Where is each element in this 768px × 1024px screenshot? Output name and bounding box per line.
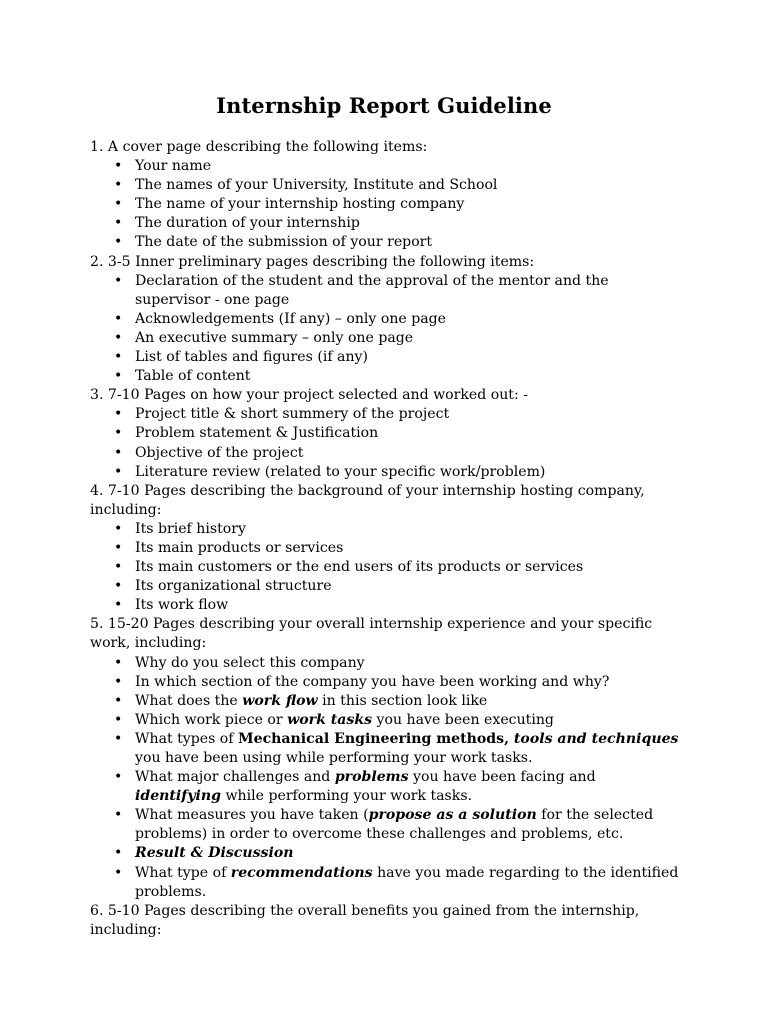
- list-item: [114, 711, 680, 730]
- bullet-icon: •: [114, 329, 123, 346]
- list-item: [114, 520, 680, 539]
- item-text: Its work flow: [135, 597, 229, 614]
- item-text: you have been facing and: [408, 769, 596, 786]
- item-text: Literature review (related to your specific work/problem): [135, 463, 546, 480]
- item-text: The name of your internship hosting company: [135, 196, 465, 213]
- bullet-icon: •: [114, 272, 123, 289]
- emphasized-text: Result & Discussion: [135, 845, 294, 862]
- page-title: Internship Report Guideline: [216, 93, 552, 118]
- list-item: [114, 463, 680, 482]
- item-text: The names of your University, Institute and School: [135, 177, 498, 194]
- item-text: Its main customers or the end users of its products or services: [135, 559, 584, 576]
- item-text: What measures you have taken (: [135, 807, 369, 824]
- emphasized-text: problems: [334, 769, 409, 786]
- list-item: [114, 730, 680, 768]
- list-item: [114, 558, 680, 577]
- item-text: Objective of the project: [135, 444, 304, 461]
- bullet-list: [90, 520, 680, 615]
- item-text: What types of: [135, 730, 238, 747]
- item-text: An executive summary – only one page: [135, 329, 414, 346]
- item-text: Your name: [135, 158, 212, 175]
- bullet-icon: •: [114, 807, 123, 824]
- list-item: [114, 539, 680, 558]
- item-text: Why do you select this company: [135, 654, 365, 671]
- list-item: [114, 348, 680, 367]
- item-text: What type of: [135, 864, 231, 881]
- list-item: [114, 157, 680, 176]
- bullet-icon: •: [114, 444, 123, 461]
- bullet-icon: •: [114, 539, 123, 556]
- item-text: Its brief history: [135, 520, 246, 537]
- bullet-icon: •: [114, 559, 123, 576]
- bullet-icon: •: [114, 463, 123, 480]
- bullet-icon: •: [114, 215, 123, 232]
- bullet-icon: •: [114, 310, 123, 327]
- bullet-list: [90, 157, 680, 252]
- bullet-icon: •: [114, 520, 123, 537]
- list-item: [114, 424, 680, 443]
- list-item: [114, 596, 680, 615]
- bullet-icon: •: [114, 654, 123, 671]
- item-text: for the selected problems) in order to overcome these challenges and problems, etc.: [135, 807, 654, 843]
- item-text: Problem statement & Justification: [135, 425, 379, 442]
- emphasized-text: work flow: [242, 692, 318, 709]
- item-text: you have been using while performing your work tasks.: [135, 750, 533, 766]
- list-item: [114, 405, 680, 424]
- bullet-icon: •: [114, 578, 123, 595]
- emphasized-text: identifying: [135, 788, 221, 805]
- list-item: [114, 844, 680, 863]
- section-heading: 2. 3-5 Inner preliminary pages describing the following items:: [90, 253, 535, 270]
- emphasized-text: work tasks: [287, 711, 373, 728]
- item-text: What does the: [135, 692, 243, 709]
- list-item: [114, 272, 680, 310]
- list-item: [114, 444, 680, 463]
- list-item: [114, 654, 680, 673]
- list-item: [114, 329, 680, 348]
- bullet-icon: •: [114, 711, 123, 728]
- item-text: Which work piece or: [135, 711, 288, 728]
- list-item: [114, 233, 680, 252]
- section-heading: 4. 7-10 Pages describing the background of your internship hosting company, including:: [90, 482, 645, 518]
- item-text: Table of content: [135, 368, 251, 385]
- list-item: [114, 176, 680, 195]
- section-heading: 3. 7-10 Pages on how your project selected and worked out: -: [90, 387, 528, 404]
- bullet-icon: •: [114, 673, 123, 690]
- emphasized-text: tools and techniques: [513, 730, 679, 747]
- bullet-list: [90, 272, 680, 387]
- item-text: you have been executing: [372, 711, 554, 728]
- item-text: The duration of your internship: [135, 215, 360, 232]
- bullet-list: [90, 654, 680, 902]
- item-text: have you made regarding to the identified problems.: [135, 864, 679, 900]
- bullet-icon: •: [114, 425, 123, 442]
- list-item: [114, 768, 680, 806]
- bullet-icon: •: [114, 597, 123, 614]
- item-text: Project title & short summery of the project: [135, 406, 450, 423]
- item-text: Its main products or services: [135, 539, 344, 556]
- bullet-list: [90, 405, 680, 481]
- item-text: Declaration of the student and the approval of the mentor and the supervisor - one page: [135, 272, 609, 308]
- list-item: [114, 806, 680, 844]
- bullet-icon: •: [114, 845, 123, 862]
- list-item: [114, 673, 680, 692]
- item-text: List of tables and figures (if any): [135, 349, 368, 366]
- list-item: [114, 195, 680, 214]
- item-text: In which section of the company you have been working and why?: [135, 673, 610, 690]
- guideline-content: [90, 138, 680, 940]
- bullet-icon: •: [114, 730, 123, 747]
- list-item: [114, 692, 680, 711]
- list-item: [114, 310, 680, 329]
- list-item: [114, 367, 680, 386]
- bullet-icon: •: [114, 864, 123, 881]
- bullet-icon: •: [114, 349, 123, 366]
- item-text: while performing your work tasks.: [221, 788, 473, 805]
- bullet-icon: •: [114, 769, 123, 786]
- item-text: The date of the submission of your report: [135, 234, 433, 251]
- list-item: [114, 577, 680, 596]
- section-heading: 1. A cover page describing the following items:: [90, 139, 428, 155]
- section-heading: 5. 15-20 Pages describing your overall internship experience and your specific work, including:: [90, 616, 653, 652]
- item-text: Its organizational structure: [135, 578, 332, 595]
- item-text: in this section look like: [317, 692, 488, 709]
- list-item: [114, 214, 680, 233]
- item-text: Acknowledgements (If any) – only one page: [135, 310, 447, 327]
- bullet-icon: •: [114, 158, 123, 175]
- bullet-icon: •: [114, 234, 123, 251]
- list-item: [114, 864, 680, 902]
- emphasized-text: recommendations: [230, 864, 373, 881]
- section-heading: 6. 5-10 Pages describing the overall benefits you gained from the internship, including:: [90, 902, 640, 938]
- item-text: What major challenges and: [135, 769, 335, 786]
- bullet-icon: •: [114, 368, 123, 385]
- bullet-icon: •: [114, 692, 123, 709]
- emphasized-text: propose as a solution: [368, 807, 537, 824]
- bullet-icon: •: [114, 406, 123, 423]
- bullet-icon: •: [114, 196, 123, 213]
- bullet-icon: •: [114, 177, 123, 194]
- emphasized-text: Mechanical Engineering methods,: [238, 730, 514, 747]
